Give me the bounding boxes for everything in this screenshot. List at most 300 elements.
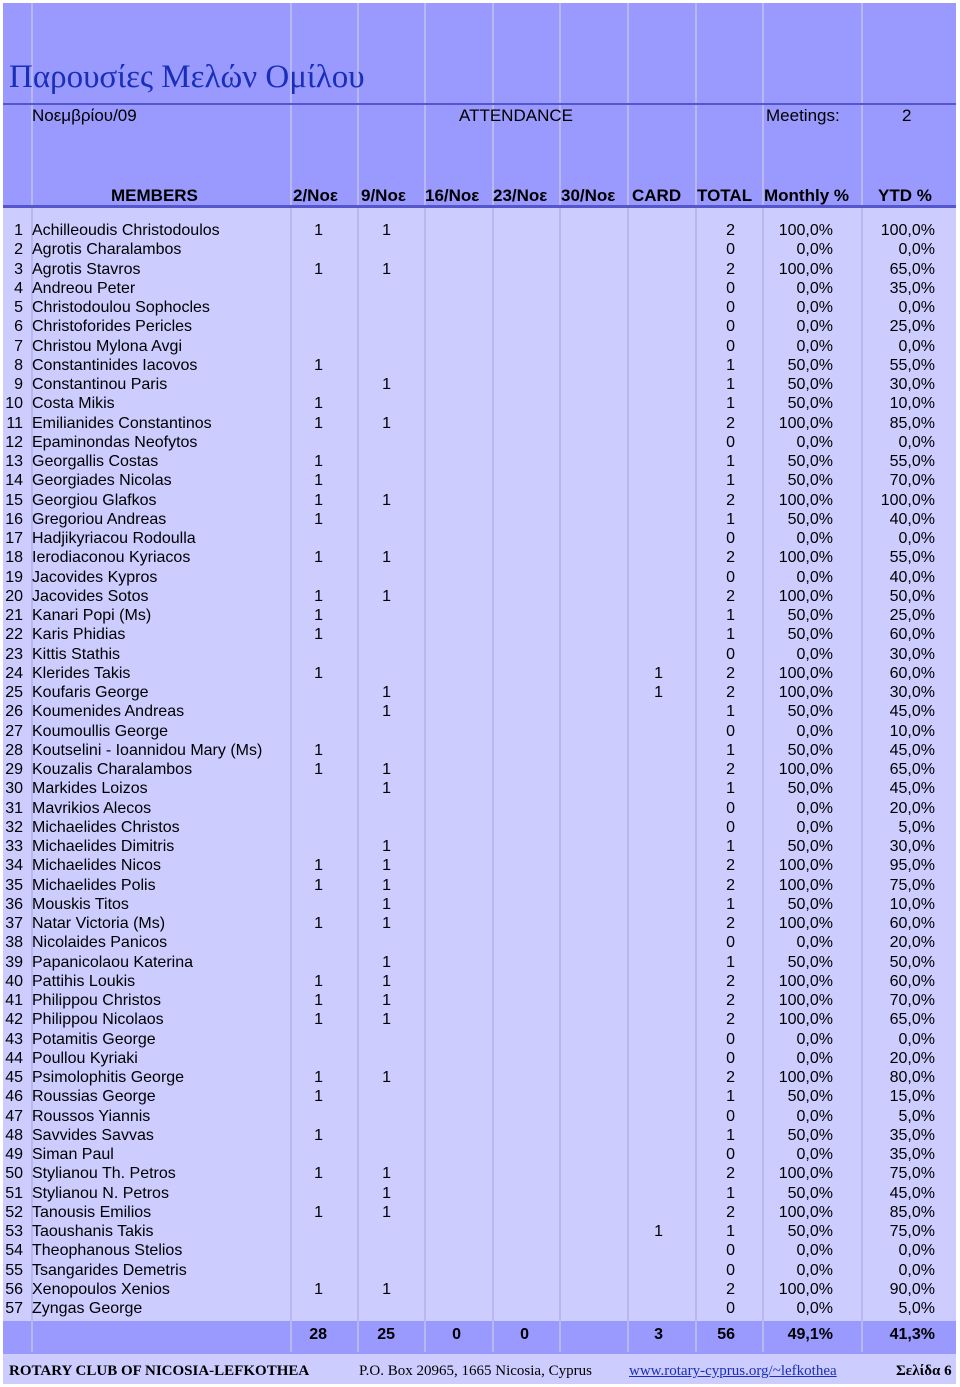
row-number: 1 xyxy=(14,222,23,239)
row-number: 16 xyxy=(5,511,23,528)
attendance-date-1: 1 xyxy=(314,857,323,874)
attendance-total: 2 xyxy=(726,415,735,432)
member-name: Savvides Savvas xyxy=(32,1127,154,1144)
attendance-card xyxy=(651,645,663,664)
monthly-percent: 100,0% xyxy=(778,1281,833,1298)
attendance-total: 1 xyxy=(726,1127,735,1144)
monthly-percent: 0,0% xyxy=(796,1146,833,1163)
row-number: 42 xyxy=(5,1011,23,1028)
ytd-percent: 50,0% xyxy=(889,588,935,605)
ytd-percent: 55,0% xyxy=(889,357,935,374)
attendance-date-1 xyxy=(311,683,323,702)
attendance-date-1 xyxy=(311,1299,323,1318)
attendance-total: 1 xyxy=(726,896,735,913)
member-name: Poullou Kyriaki xyxy=(32,1050,138,1067)
attendance-date-2: 1 xyxy=(382,415,391,432)
monthly-percent: 50,0% xyxy=(787,1127,833,1144)
attendance-date-2: 1 xyxy=(382,1165,391,1182)
row-number: 46 xyxy=(5,1088,23,1105)
member-name: Constantinou Paris xyxy=(32,376,168,393)
row-number: 37 xyxy=(5,915,23,932)
attendance-date-2: 1 xyxy=(382,973,391,990)
attendance-total: 2 xyxy=(726,1165,735,1182)
member-name: Jacovides Kypros xyxy=(32,569,158,586)
member-name: Kanari Popi (Ms) xyxy=(32,607,152,624)
footer-page-number: Σελίδα 6 xyxy=(896,1363,952,1379)
attendance-card xyxy=(651,702,663,721)
attendance-card: 1 xyxy=(654,665,663,682)
page-title: Παρουσίες Μελών Ομίλου xyxy=(9,59,365,95)
attendance-total: 2 xyxy=(726,684,735,701)
monthly-percent: 100,0% xyxy=(778,1165,833,1182)
attendance-card xyxy=(651,1280,663,1299)
ytd-percent: 75,0% xyxy=(889,877,935,894)
attendance-date-2 xyxy=(379,433,391,452)
member-name: Natar Victoria (Ms) xyxy=(32,915,166,932)
attendance-date-1 xyxy=(311,702,323,721)
monthly-percent: 100,0% xyxy=(778,1011,833,1028)
monthly-percent: 0,0% xyxy=(796,646,833,663)
row-number: 47 xyxy=(5,1108,23,1125)
ytd-percent: 60,0% xyxy=(889,626,935,643)
total-monthly: 49,1% xyxy=(787,1326,833,1343)
monthly-percent: 50,0% xyxy=(787,742,833,759)
attendance-card: 1 xyxy=(654,684,663,701)
monthly-percent: 100,0% xyxy=(778,222,833,239)
ytd-percent: 10,0% xyxy=(889,723,935,740)
attendance-date-1: 1 xyxy=(314,222,323,239)
row-number: 45 xyxy=(5,1069,23,1086)
monthly-percent: 50,0% xyxy=(787,896,833,913)
monthly-percent: 0,0% xyxy=(796,1242,833,1259)
total-total: 56 xyxy=(717,1326,735,1343)
col-header-date-2: 9/Νοε xyxy=(361,186,406,205)
attendance-date-2: 1 xyxy=(382,684,391,701)
row-number: 7 xyxy=(14,338,23,355)
attendance-card xyxy=(651,491,663,510)
member-name: Koumoullis George xyxy=(32,723,169,740)
ytd-percent: 100,0% xyxy=(880,492,935,509)
row-number: 33 xyxy=(5,838,23,855)
member-name: Christou Mylona Avgi xyxy=(32,338,182,355)
attendance-total: 0 xyxy=(726,299,735,316)
attendance-total: 2 xyxy=(726,992,735,1009)
monthly-percent: 0,0% xyxy=(796,241,833,258)
attendance-card xyxy=(651,741,663,760)
ytd-percent: 55,0% xyxy=(889,453,935,470)
attendance-date-1: 1 xyxy=(314,1011,323,1028)
member-name: Mavrikios Alecos xyxy=(32,800,152,817)
attendance-card xyxy=(651,337,663,356)
attendance-date-2 xyxy=(379,356,391,375)
ytd-percent: 75,0% xyxy=(889,1223,935,1240)
attendance-date-2 xyxy=(379,1087,391,1106)
attendance-total: 0 xyxy=(726,723,735,740)
attendance-date-2 xyxy=(379,625,391,644)
attendance-date-1: 1 xyxy=(314,742,323,759)
attendance-card xyxy=(651,876,663,895)
total-card: 3 xyxy=(654,1326,663,1343)
attendance-date-1: 1 xyxy=(314,665,323,682)
attendance-date-2 xyxy=(379,568,391,587)
attendance-total: 1 xyxy=(726,742,735,759)
attendance-date-2: 1 xyxy=(382,222,391,239)
attendance-card xyxy=(651,452,663,471)
member-name: Siman Paul xyxy=(32,1146,114,1163)
attendance-card xyxy=(651,240,663,259)
row-number: 51 xyxy=(5,1185,23,1202)
attendance-date-1: 1 xyxy=(314,1204,323,1221)
row-number: 50 xyxy=(5,1165,23,1182)
ytd-percent: 55,0% xyxy=(889,549,935,566)
total-date-4: 0 xyxy=(520,1326,529,1343)
attendance-date-2: 1 xyxy=(382,838,391,855)
attendance-card xyxy=(651,356,663,375)
row-number: 3 xyxy=(14,261,23,278)
attendance-card xyxy=(651,1107,663,1126)
col-header-date-3: 16/Νοε xyxy=(425,186,480,205)
attendance-total: 2 xyxy=(726,549,735,566)
attendance-date-2 xyxy=(379,1126,391,1145)
attendance-card xyxy=(651,529,663,548)
attendance-card xyxy=(651,279,663,298)
monthly-percent: 100,0% xyxy=(778,588,833,605)
monthly-percent: 50,0% xyxy=(787,1185,833,1202)
monthly-percent: 0,0% xyxy=(796,934,833,951)
attendance-card xyxy=(651,1049,663,1068)
row-number: 29 xyxy=(5,761,23,778)
member-name: Agrotis Stavros xyxy=(32,261,141,278)
attendance-card xyxy=(651,606,663,625)
attendance-card xyxy=(651,1261,663,1280)
member-name: Kittis Stathis xyxy=(32,646,121,663)
monthly-percent: 0,0% xyxy=(796,318,833,335)
member-name: Tsangarides Demetris xyxy=(32,1262,187,1279)
row-number: 11 xyxy=(6,415,23,432)
attendance-label: ATTENDANCE xyxy=(459,106,573,125)
attendance-card xyxy=(651,260,663,279)
monthly-percent: 100,0% xyxy=(778,761,833,778)
row-number: 15 xyxy=(5,492,23,509)
member-name: Papanicolaou Katerina xyxy=(32,954,194,971)
attendance-card xyxy=(651,914,663,933)
row-number: 52 xyxy=(5,1204,23,1221)
ytd-percent: 35,0% xyxy=(889,1127,935,1144)
attendance-total: 1 xyxy=(726,954,735,971)
attendance-total: 0 xyxy=(726,934,735,951)
ytd-percent: 45,0% xyxy=(889,1185,935,1202)
ytd-percent: 5,0% xyxy=(898,1300,935,1317)
monthly-percent: 0,0% xyxy=(796,530,833,547)
ytd-percent: 60,0% xyxy=(889,665,935,682)
attendance-card xyxy=(651,394,663,413)
attendance-date-1 xyxy=(311,568,323,587)
attendance-date-2 xyxy=(379,799,391,818)
row-number: 19 xyxy=(5,569,23,586)
col-header-date-4: 23/Νοε xyxy=(493,186,548,205)
row-number: 44 xyxy=(5,1050,23,1067)
col-header-card: CARD xyxy=(632,186,682,205)
monthly-percent: 0,0% xyxy=(796,434,833,451)
member-name: Michaelides Polis xyxy=(32,877,156,894)
row-number: 43 xyxy=(5,1031,23,1048)
attendance-card xyxy=(651,221,663,240)
attendance-date-2: 1 xyxy=(382,761,391,778)
ytd-percent: 0,0% xyxy=(898,241,935,258)
member-name: Emilianides Constantinos xyxy=(32,415,212,432)
attendance-total: 1 xyxy=(726,472,735,489)
attendance-date-1: 1 xyxy=(314,915,323,932)
member-name: Georgiades Nicolas xyxy=(32,472,172,489)
monthly-percent: 50,0% xyxy=(787,472,833,489)
attendance-total: 0 xyxy=(726,800,735,817)
row-number: 26 xyxy=(5,703,23,720)
member-name: Theophanous Stelios xyxy=(32,1242,183,1259)
attendance-card xyxy=(651,972,663,991)
attendance-date-2 xyxy=(379,606,391,625)
footer-website-link[interactable]: www.rotary-cyprus.org/~lefkothea xyxy=(629,1363,837,1379)
row-number: 41 xyxy=(5,992,23,1009)
attendance-date-2: 1 xyxy=(382,915,391,932)
attendance-card xyxy=(651,1203,663,1222)
member-name: Andreou Peter xyxy=(32,280,136,297)
attendance-date-1 xyxy=(311,375,323,394)
row-number: 57 xyxy=(5,1300,23,1317)
member-name: Nicolaides Panicos xyxy=(32,934,168,951)
attendance-date-1: 1 xyxy=(314,761,323,778)
col-header-members: MEMBERS xyxy=(111,186,198,205)
attendance-card xyxy=(651,1010,663,1029)
attendance-date-2: 1 xyxy=(382,549,391,566)
attendance-total: 0 xyxy=(726,241,735,258)
monthly-percent: 100,0% xyxy=(778,992,833,1009)
total-date-2: 25 xyxy=(377,1326,395,1343)
monthly-percent: 0,0% xyxy=(796,723,833,740)
monthly-percent: 0,0% xyxy=(796,1031,833,1048)
member-name: Koumenides Andreas xyxy=(32,703,185,720)
attendance-card xyxy=(651,1299,663,1318)
attendance-date-1: 1 xyxy=(314,1069,323,1086)
ytd-percent: 30,0% xyxy=(889,684,935,701)
attendance-card xyxy=(651,760,663,779)
attendance-card xyxy=(651,1030,663,1049)
monthly-percent: 0,0% xyxy=(796,338,833,355)
attendance-date-1: 1 xyxy=(314,261,323,278)
attendance-date-1 xyxy=(311,779,323,798)
row-number: 49 xyxy=(5,1146,23,1163)
attendance-card xyxy=(651,1145,663,1164)
attendance-total: 2 xyxy=(726,261,735,278)
row-number: 54 xyxy=(5,1242,23,1259)
monthly-percent: 100,0% xyxy=(778,492,833,509)
attendance-card xyxy=(651,991,663,1010)
col-header-date-1: 2/Νοε xyxy=(293,186,338,205)
ytd-percent: 0,0% xyxy=(898,338,935,355)
attendance-date-2: 1 xyxy=(382,376,391,393)
ytd-percent: 75,0% xyxy=(889,1165,935,1182)
member-name: Costa Mikis xyxy=(32,395,115,412)
attendance-total: 2 xyxy=(726,665,735,682)
attendance-date-2 xyxy=(379,664,391,683)
monthly-percent: 100,0% xyxy=(778,1069,833,1086)
ytd-percent: 70,0% xyxy=(889,992,935,1009)
attendance-date-1: 1 xyxy=(314,1165,323,1182)
attendance-card xyxy=(651,953,663,972)
attendance-date-1: 1 xyxy=(314,472,323,489)
attendance-date-1 xyxy=(311,1241,323,1260)
ytd-percent: 95,0% xyxy=(889,857,935,874)
attendance-total: 2 xyxy=(726,588,735,605)
member-name: Karis Phidias xyxy=(32,626,126,643)
ytd-percent: 35,0% xyxy=(889,1146,935,1163)
attendance-total: 2 xyxy=(726,915,735,932)
attendance-card xyxy=(651,1164,663,1183)
monthly-percent: 0,0% xyxy=(796,1300,833,1317)
ytd-percent: 35,0% xyxy=(889,280,935,297)
attendance-date-2: 1 xyxy=(382,261,391,278)
ytd-percent: 10,0% xyxy=(889,896,935,913)
attendance-total: 1 xyxy=(726,626,735,643)
attendance-date-1 xyxy=(311,1261,323,1280)
attendance-card: 1 xyxy=(654,1223,663,1240)
row-number: 34 xyxy=(5,857,23,874)
attendance-date-1: 1 xyxy=(314,549,323,566)
attendance-total: 1 xyxy=(726,395,735,412)
attendance-date-1: 1 xyxy=(314,877,323,894)
attendance-date-1 xyxy=(311,1107,323,1126)
ytd-percent: 0,0% xyxy=(898,299,935,316)
member-name: Philippou Nicolaos xyxy=(32,1011,164,1028)
attendance-total: 1 xyxy=(726,1088,735,1105)
attendance-card xyxy=(651,933,663,952)
member-name: Kouzalis Charalambos xyxy=(32,761,193,778)
attendance-total: 0 xyxy=(726,1031,735,1048)
member-name: Georgiou Glafkos xyxy=(32,492,157,509)
attendance-total: 1 xyxy=(726,357,735,374)
row-number: 28 xyxy=(5,742,23,759)
member-name: Epaminondas Neofytos xyxy=(32,434,198,451)
attendance-date-1 xyxy=(311,799,323,818)
ytd-percent: 20,0% xyxy=(889,800,935,817)
attendance-total: 2 xyxy=(726,877,735,894)
ytd-percent: 10,0% xyxy=(889,395,935,412)
attendance-date-1 xyxy=(311,1145,323,1164)
attendance-total: 2 xyxy=(726,222,735,239)
row-number: 10 xyxy=(5,395,23,412)
attendance-date-1 xyxy=(311,1049,323,1068)
row-number: 40 xyxy=(5,973,23,990)
member-name: Psimolophitis George xyxy=(32,1069,185,1086)
row-number: 18 xyxy=(5,549,23,566)
attendance-total: 2 xyxy=(726,1069,735,1086)
ytd-percent: 45,0% xyxy=(889,780,935,797)
attendance-date-2: 1 xyxy=(382,588,391,605)
row-number: 4 xyxy=(14,280,23,297)
ytd-percent: 25,0% xyxy=(889,318,935,335)
attendance-card xyxy=(651,856,663,875)
attendance-card xyxy=(651,625,663,644)
attendance-total: 1 xyxy=(726,453,735,470)
ytd-percent: 20,0% xyxy=(889,1050,935,1067)
attendance-card xyxy=(651,1241,663,1260)
attendance-card xyxy=(651,818,663,837)
attendance-total: 1 xyxy=(726,1223,735,1240)
attendance-date-1: 1 xyxy=(314,1127,323,1144)
attendance-total: 0 xyxy=(726,1050,735,1067)
attendance-total: 2 xyxy=(726,973,735,990)
member-name: Pattihis Loukis xyxy=(32,973,136,990)
attendance-date-1 xyxy=(311,1222,323,1241)
total-date-3: 0 xyxy=(452,1326,461,1343)
member-name: Michaelides Dimitris xyxy=(32,838,175,855)
attendance-card xyxy=(651,471,663,490)
ytd-percent: 20,0% xyxy=(889,934,935,951)
attendance-date-2 xyxy=(379,452,391,471)
attendance-total: 2 xyxy=(726,1281,735,1298)
attendance-date-1: 1 xyxy=(314,992,323,1009)
row-number: 5 xyxy=(14,299,23,316)
attendance-date-2 xyxy=(379,471,391,490)
attendance-total: 0 xyxy=(726,280,735,297)
monthly-percent: 100,0% xyxy=(778,684,833,701)
member-name: Hadjikyriacou Rodoulla xyxy=(32,530,196,547)
attendance-card xyxy=(651,799,663,818)
attendance-date-1 xyxy=(311,837,323,856)
member-name: Christodoulou Sophocles xyxy=(32,299,210,316)
month-label: Νοεμβρίου/09 xyxy=(32,106,137,125)
row-number: 31 xyxy=(5,800,23,817)
row-number: 32 xyxy=(5,819,23,836)
ytd-percent: 100,0% xyxy=(880,222,935,239)
monthly-percent: 100,0% xyxy=(778,915,833,932)
member-name: Xenopoulos Xenios xyxy=(32,1281,170,1298)
total-ytd: 41,3% xyxy=(889,1326,935,1343)
row-number: 14 xyxy=(5,472,23,489)
ytd-percent: 65,0% xyxy=(889,761,935,778)
attendance-total: 1 xyxy=(726,703,735,720)
row-number: 38 xyxy=(5,934,23,951)
attendance-date-2 xyxy=(379,1299,391,1318)
member-name: Michaelides Christos xyxy=(32,819,180,836)
ytd-percent: 45,0% xyxy=(889,742,935,759)
monthly-percent: 100,0% xyxy=(778,415,833,432)
member-name: Zyngas George xyxy=(32,1300,143,1317)
ytd-percent: 60,0% xyxy=(889,915,935,932)
ytd-percent: 0,0% xyxy=(898,434,935,451)
attendance-date-1: 1 xyxy=(314,588,323,605)
row-number: 8 xyxy=(14,357,23,374)
attendance-date-2: 1 xyxy=(382,1069,391,1086)
member-name: Koutselini - Ioannidou Mary (Ms) xyxy=(32,742,263,759)
row-number: 48 xyxy=(5,1127,23,1144)
member-name: Christoforides Pericles xyxy=(32,318,193,335)
ytd-percent: 80,0% xyxy=(889,1069,935,1086)
row-number: 25 xyxy=(5,684,23,701)
ytd-percent: 85,0% xyxy=(889,1204,935,1221)
attendance-date-2 xyxy=(379,317,391,336)
attendance-date-1: 1 xyxy=(314,395,323,412)
attendance-date-1: 1 xyxy=(314,453,323,470)
monthly-percent: 50,0% xyxy=(787,453,833,470)
attendance-total: 0 xyxy=(726,646,735,663)
attendance-total: 2 xyxy=(726,761,735,778)
attendance-date-1: 1 xyxy=(314,626,323,643)
attendance-date-2 xyxy=(379,510,391,529)
attendance-date-2 xyxy=(379,298,391,317)
row-number: 56 xyxy=(5,1281,23,1298)
monthly-percent: 50,0% xyxy=(787,1088,833,1105)
attendance-date-1 xyxy=(311,933,323,952)
